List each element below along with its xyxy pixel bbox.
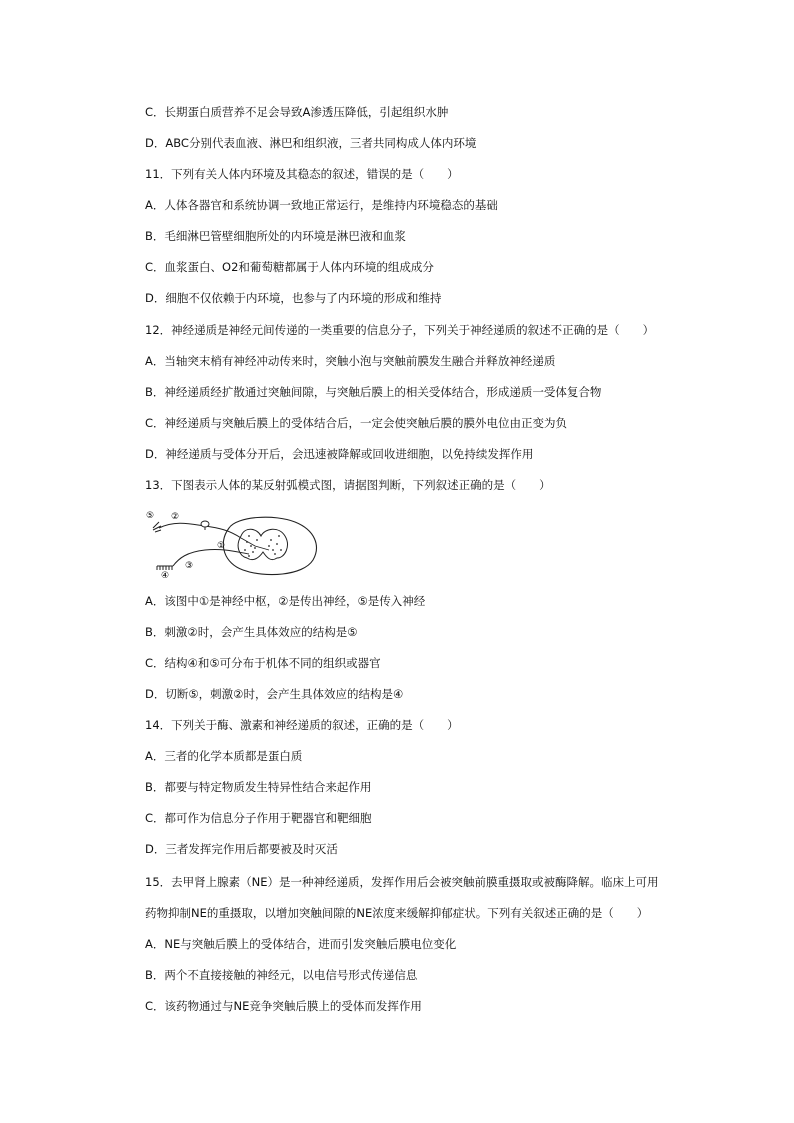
- q13-option-b: B．刺激②时，会产生具体效应的结构是⑤: [145, 625, 358, 639]
- label-4: ④: [161, 571, 170, 580]
- label-1: ①: [217, 541, 226, 551]
- effector-icon: [157, 566, 173, 570]
- label-3: ③: [185, 561, 194, 571]
- label-5: ⑤: [146, 511, 155, 521]
- q14-option-b: B．都要与特定物质发生特异性结合来起作用: [145, 780, 372, 794]
- q11-stem: 11．下列有关人体内环境及其稳态的叙述，错误的是（ ）: [145, 167, 459, 181]
- q13-option-d: D．切断⑤，刺激②时，会产生具体效应的结构是④: [145, 687, 404, 701]
- gray-matter: [238, 529, 287, 559]
- q12-option-a: A．当轴突末梢有神经冲动传来时，突触小泡与突触前膜发生融合并释放神经递质: [145, 354, 556, 368]
- q15-option-b: B．两个不直接接触的神经元，以电信号形式传递信息: [145, 968, 418, 982]
- q14-option-a: A．三者的化学本质都是蛋白质: [145, 749, 303, 763]
- q15-stem-line1: 15．去甲肾上腺素（NE）是一种神经递质，发挥作用后会被突触前膜重摄取或被酶降解。临床上可用: [145, 875, 659, 889]
- q12-stem: 12．神经递质是神经元间传递的一类重要的信息分子，下列关于神经递质的叙述不正确的是（ ）: [145, 323, 655, 337]
- receptor-icon: [153, 522, 161, 532]
- reflex-arc-diagram: [145, 506, 325, 580]
- q14-option-c: C．都可作为信息分子作用于靶器官和靶细胞: [145, 811, 372, 825]
- q15-stem-line2: 药物抑制NE的重摄取，以增加突触间隙的NE浓度来缓解抑郁症状。下列有关叙述正确的是（ ）: [145, 906, 649, 920]
- q14-option-d: D．三者发挥完作用后都要被及时灭活: [145, 842, 338, 856]
- ganglion: [201, 521, 209, 527]
- label-2: ②: [171, 512, 180, 522]
- afferent-nerve: [159, 523, 241, 538]
- q11-option-c: C．血浆蛋白、O2和葡萄糖都属于人体内环境的组成成分: [145, 260, 434, 274]
- reflex-arc-figure: [145, 506, 325, 580]
- q11-option-d: D．细胞不仅依赖于内环境，也参与了内环境的形成和维持: [145, 291, 442, 305]
- q15-option-a: A．NE与突触后膜上的受体结合，进而引发突触后膜电位变化: [145, 937, 457, 951]
- q12-option-d: D．神经递质与受体分开后，会迅速被降解或回收进细胞，以免持续发挥作用: [145, 447, 534, 461]
- q12-option-c: C．神经递质与突触后膜上的受体结合后，一定会使突触后膜的膜外电位由正变为负: [145, 416, 568, 430]
- q15-option-c: C．该药物通过与NE竞争突触后膜上的受体而发挥作用: [145, 999, 422, 1013]
- q13-option-a: A．该图中①是神经中枢，②是传出神经，⑤是传入神经: [145, 594, 426, 608]
- q11-option-b: B．毛细淋巴管壁细胞所处的内环境是淋巴液和血浆: [145, 229, 406, 243]
- q14-stem: 14．下列关于酶、激素和神经递质的叙述，正确的是（ ）: [145, 718, 459, 732]
- q11-option-a: A．人体各器官和系统协调一致地正常运行，是维持内环境稳态的基础: [145, 198, 498, 212]
- q13-option-c: C．结构④和⑤可分布于机体不同的组织或器官: [145, 656, 381, 670]
- gray-matter-dots: [244, 535, 282, 557]
- q13-stem: 13．下图表示人体的某反射弧模式图，请据图判断，下列叙述正确的是（ ）: [145, 478, 551, 492]
- q12-option-b: B．神经递质经扩散通过突触间隙，与突触后膜上的相关受体结合，形成递质一受体复合物: [145, 385, 602, 399]
- q10-option-d: D．ABC分别代表血液、淋巴和组织液，三者共同构成人体内环境: [145, 136, 477, 150]
- q10-option-c: C．长期蛋白质营养不足会导致A渗透压降低，引起组织水肿: [145, 105, 449, 119]
